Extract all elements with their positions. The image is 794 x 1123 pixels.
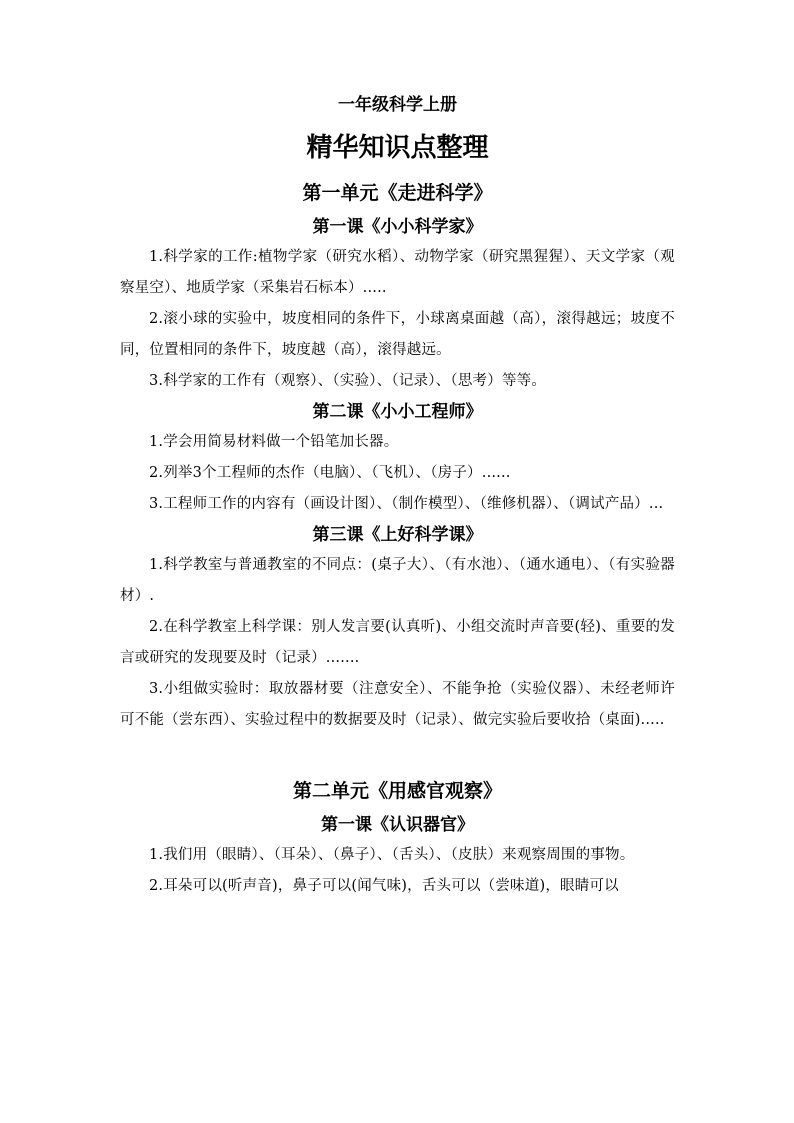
lesson-section [120, 397, 675, 520]
knowledge-point: 1.我们用（眼睛）、（耳朵）、（鼻子）、（舌头）、（皮肤）来观察周围的事物。 [149, 847, 635, 863]
lesson-title: 第三课《上好科学课》 [312, 525, 483, 545]
knowledge-point: 1.学会用简易材料做一个铅笔加长器。 [149, 434, 399, 450]
lesson-title: 第二课《小小工程师》 [312, 402, 483, 422]
knowledge-point: 2.列举3个工程师的杰作（电脑）、（飞机）、（房子）...... [149, 465, 511, 481]
unit-title: 第二单元《用感官观察》 [292, 780, 502, 802]
document-page [120, 92, 675, 902]
lesson-section [120, 212, 675, 397]
knowledge-point: 3.科学家的工作有（观察）、（实验）、（记录）、（思考）等等。 [149, 373, 547, 389]
lesson-section [120, 520, 675, 736]
unit-section [120, 776, 675, 902]
knowledge-point: 1.科学家的工作:植物学家（研究水稻）、动物学家（研究黑猩猩）、天文学家（观察星空）、地质学家（采集岩石标本）..... [120, 249, 675, 296]
knowledge-point: 3.工程师工作的内容有（画设计图）、（制作模型）、（维修机器）、（调试产品）... [149, 496, 664, 512]
lesson-title: 第一课《小小科学家》 [312, 217, 483, 237]
unit-section [120, 178, 675, 736]
document-subtitle: 精华知识点整理 [306, 133, 489, 163]
knowledge-point: 2.耳朵可以(听声音)，鼻子可以(闻气味)，舌头可以（尝味道)，眼睛可以 [149, 878, 619, 894]
knowledge-point: 3.小组做实验时：取放器材要（注意安全）、不能争抢（实验仪器）、未经老师许可不能（尝东西）、实验过程中的数据要及时（记录）、做完实验后要收拾（桌面)..... [120, 681, 675, 728]
knowledge-point: 1.科学教室与普通教室的不同点：(桌子大）、（有水池）、（通水通电）、（有实验器材）. [120, 557, 675, 604]
lesson-section [120, 810, 675, 902]
lesson-title: 第一课《认识器官》 [321, 815, 474, 835]
knowledge-point: 2.在科学教室上科学课：别人发言要(认真听)、小组交流时声音要(轻)、重要的发言或研究的发现要及时（记录）....... [120, 619, 675, 666]
knowledge-point: 2.滚小球的实验中，坡度相同的条件下，小球离桌面越（高），滚得越远；坡度不同，位置相同的条件下，坡度越（高），滚得越远。 [120, 311, 675, 358]
unit-title: 第一单元《走进科学》 [302, 182, 493, 204]
document-title: 一年级科学上册 [338, 95, 457, 115]
